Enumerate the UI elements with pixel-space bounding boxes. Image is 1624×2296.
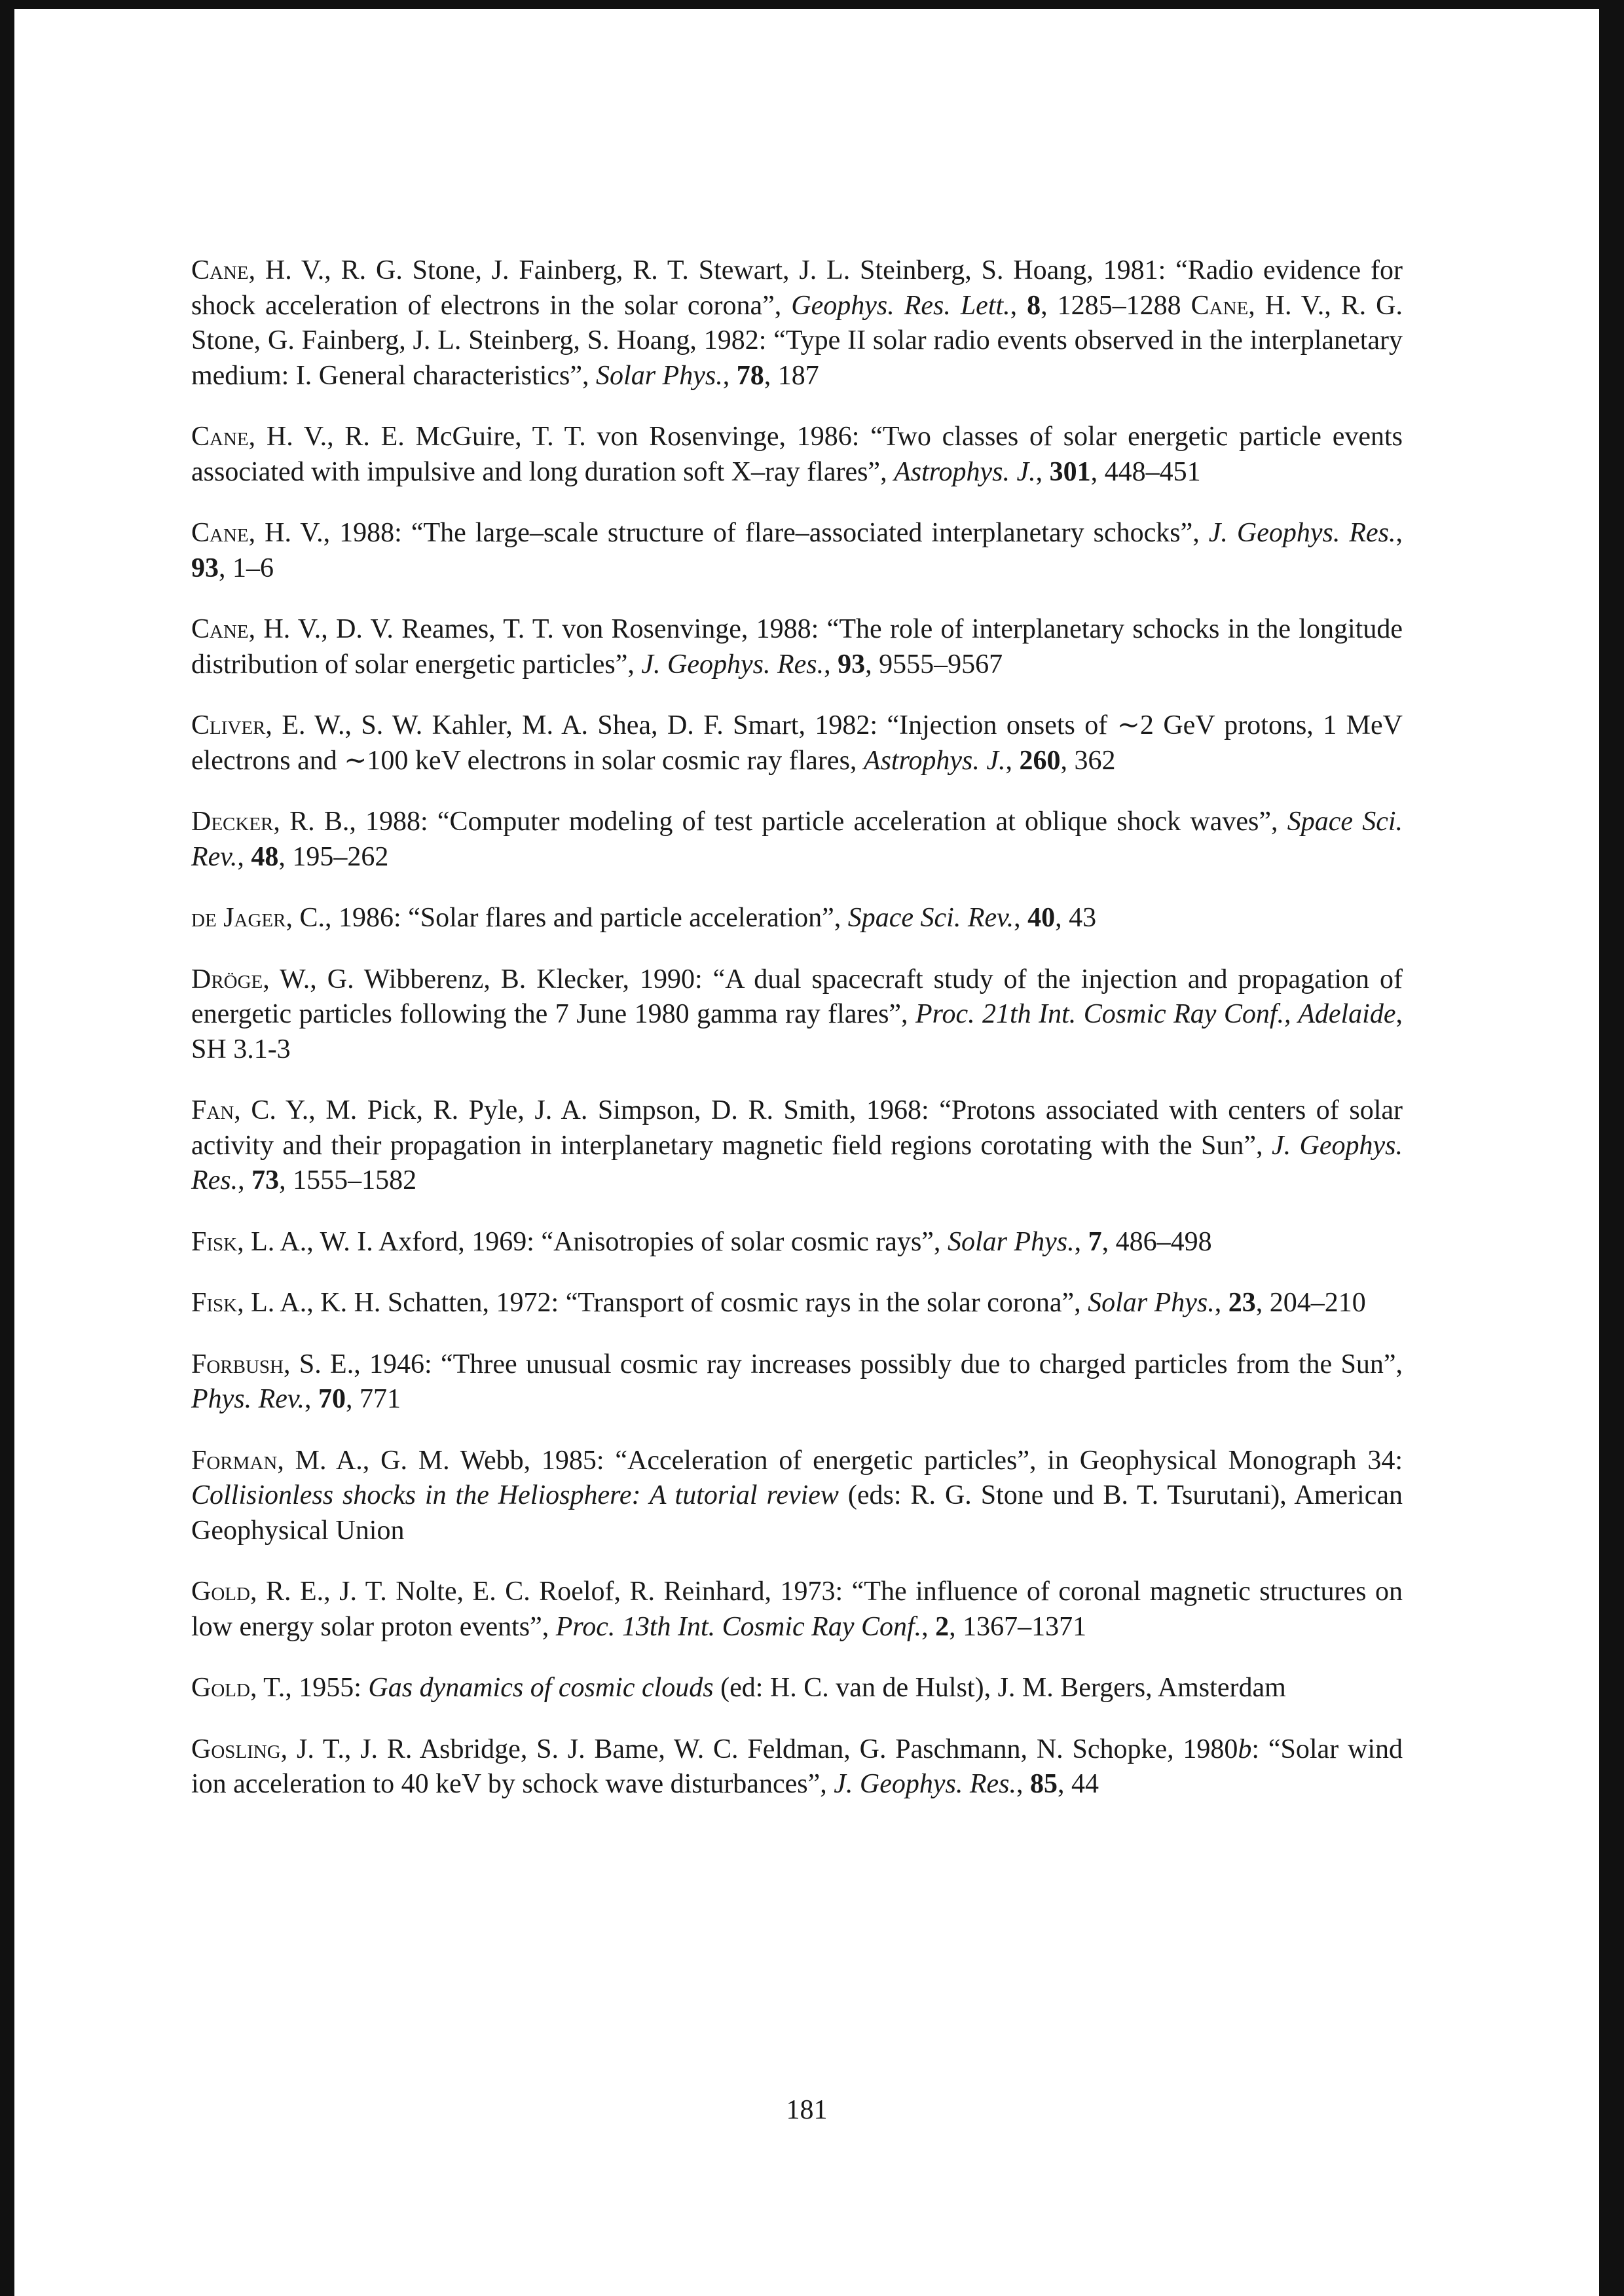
reference-separator: , [722,360,737,391]
reference-author: Dröge [191,964,263,994]
reference-author: Cane [191,255,249,285]
reference-suffix: b [1238,1734,1252,1764]
reference-separator: , [921,1611,936,1642]
reference-text: , R. B., 1988: “Computer modeling of test particle acceleration at oblique shock waves”, [273,807,1287,837]
reference-entry [191,805,1403,875]
reference-text: , M. A., G. M. Webb, 1985: “Acceleration of energetic particles”, in Geophysical Monograph 34: [277,1445,1403,1476]
reference-separator: , [1035,456,1050,487]
reference-journal: Solar Phys. [947,1226,1075,1257]
reference-list [191,253,1403,1829]
reference-author: Fisk [191,1288,238,1318]
reference-volume: 78 [736,360,764,391]
reference-text: , H. V., R. G. Stone, J. Fainberg, R. T. Stewart, J. L. Steinberg, S. Hoang, 1981: “Radio evidence for shock acceleration of electrons in the solar corona”, [191,255,1403,321]
reference-pages: , 204–210 [1255,1288,1366,1318]
reference-volume: 23 [1228,1288,1256,1318]
reference-separator: , [1016,1769,1030,1799]
reference-journal: J. Geophys. Res. [191,1130,1403,1195]
reference-text: , L. A., W. I. Axford, 1969: “Anisotropies of solar cosmic rays”, [237,1226,948,1257]
reference-text: , H. V., 1988: “The large–scale structure of flare–associated interplanetary schocks”, [248,518,1209,548]
reference-entry [191,516,1403,586]
reference-volume: 7 [1088,1226,1102,1257]
reference-entry [191,1093,1403,1199]
reference-author: Cliver [191,710,266,740]
reference-entry [191,612,1403,682]
reference-journal: Phys. Rev. [191,1384,304,1414]
reference-separator: , [237,841,251,872]
reference-volume: 48 [251,841,279,872]
reference-pages: , 1367–1371 [949,1611,1087,1642]
reference-journal: Space Sci. Rev. [847,903,1014,933]
reference-volume: 93 [838,649,866,680]
reference-separator: , [1074,1226,1088,1257]
reference-text: , R. E., J. T. Nolte, E. C. Roelof, R. Reinhard, 1973: “The influence of coronal magnetic structures on low energy solar proton events”, [191,1576,1403,1642]
reference-volume: 70 [318,1384,346,1414]
reference-journal: J. Geophys. Res. [641,649,824,680]
reference-author: de Jager [191,903,286,933]
reference-text: , H. V., D. V. Reames, T. T. von Rosenvinge, 1988: “The role of interplanetary schocks in the longitude distribution of solar energetic particles”, [191,614,1403,680]
reference-separator: , [1005,745,1020,776]
reference-pages: (ed: H. C. van de Hulst), J. M. Bergers, Amsterdam [713,1673,1286,1703]
reference-entry [191,1444,1403,1549]
reference-author: Gosling [191,1734,281,1764]
reference-volume: 40 [1027,903,1056,933]
reference-entry [191,1575,1403,1645]
reference-pages: , 1555–1582 [279,1165,417,1195]
reference-journal: Astrophys. J. [894,456,1036,487]
reference-pages: , 771 [345,1384,401,1414]
reference-separator: , [1395,518,1403,548]
reference-separator: , [1010,290,1027,321]
reference-entry [191,708,1403,778]
reference-pages: , 195–262 [278,841,389,872]
reference-pages: , 486–498 [1101,1226,1212,1257]
reference-text: , C. Y., M. Pick, R. Pyle, J. A. Simpson, D. R. Smith, 1968: “Protons associated with centers of solar activity and their propagation in interplanetary magnetic field regions corotating with the Sun”, [191,1095,1403,1161]
reference-author: Fan [191,1095,234,1125]
reference-pages: , 43 [1055,903,1097,933]
reference-journal: Collisionless shocks in the Heliosphere: A tutorial review [191,1480,839,1510]
reference-pages: , 448–451 [1090,456,1201,487]
reference-text: , C., 1986: “Solar flares and particle acceleration”, [286,903,848,933]
reference-journal: Proc. 13th Int. Cosmic Ray Conf. [555,1611,922,1642]
reference-separator: , [824,649,838,680]
reference-journal: J. Geophys. Res. [1208,518,1396,548]
reference-volume: 93 [191,553,219,583]
reference-author: Cane [1190,290,1249,321]
reference-entry [191,253,1403,393]
reference-entry [191,1671,1403,1706]
reference-entry [191,1347,1403,1417]
reference-author: Gold [191,1576,250,1607]
reference-entry [191,1225,1403,1260]
reference-pages: , SH 3.1-3 [191,999,1403,1065]
reference-volume: 301 [1049,456,1091,487]
reference-journal: Space Sci. Rev. [191,807,1403,872]
reference-journal: Proc. 21th Int. Cosmic Ray Conf., Adelaide [915,999,1396,1029]
reference-text: , J. T., J. R. Asbridge, S. J. Bame, W. C. Feldman, G. Paschmann, N. Schopke, 1980 [280,1734,1238,1764]
reference-text: , E. W., S. W. Kahler, M. A. Shea, D. F. Smart, 1982: “Injection onsets of ∼2 GeV protons, 1 MeV electrons and ∼100 keV electrons in solar cosmic ray flares, [191,710,1403,776]
reference-author: Fisk [191,1226,238,1257]
reference-separator: , [238,1165,252,1195]
reference-separator: , [304,1384,318,1414]
reference-pages: , 362 [1060,745,1116,776]
reference-pages: , 9555–9567 [865,649,1003,680]
reference-volume: 73 [251,1165,280,1195]
reference-pages: (eds: R. G. Stone und B. T. Tsurutani), American Geophysical Union [191,1480,1403,1546]
reference-journal: Solar Phys. [596,360,723,391]
reference-journal: J. Geophys. Res. [834,1769,1016,1799]
reference-author: Cane [191,518,249,548]
reference-author: Cane [191,614,249,644]
reference-volume: 2 [935,1611,950,1642]
reference-text: , L. A., K. H. Schatten, 1972: “Transport of cosmic rays in the solar corona”, [237,1288,1088,1318]
reference-journal: Solar Phys. [1088,1288,1215,1318]
reference-volume: 8 [1027,290,1041,321]
reference-text: , T., 1955: [249,1673,369,1703]
reference-author: Cane [191,422,249,452]
reference-author: Decker [191,807,274,837]
reference-text: , H. V., R. E. McGuire, T. T. von Rosenvinge, 1986: “Two classes of solar energetic particle events associated with impulsive and long duration soft X–ray flares”, [191,422,1403,487]
page-sheet [14,9,1599,2296]
reference-entry [191,962,1403,1068]
reference-author: Forbush [191,1349,284,1379]
reference-separator: , [1014,903,1028,933]
reference-pages: , 1–6 [219,553,274,583]
page-number: 181 [786,2095,828,2125]
reference-journal: Geophys. Res. Lett. [791,290,1010,321]
reference-entry [191,1286,1403,1321]
reference-entry [191,420,1403,490]
reference-author: Gold [191,1673,250,1703]
reference-entry [191,901,1403,936]
reference-separator: , [1214,1288,1228,1318]
reference-text: , H. V., R. G. Stone, G. Fainberg, J. L. Steinberg, S. Hoang, 1982: “Type II solar radio events observed in the interplanetary medium: I. General characteristics”, [191,290,1403,391]
reference-text: , S. E., 1946: “Three unusual cosmic ray increases possibly due to charged particles from the Sun”, [284,1349,1403,1379]
reference-text: : “Solar wind ion acceleration to 40 keV by schock wave disturbances”, [191,1734,1403,1799]
reference-journal: Astrophys. J. [863,745,1006,776]
reference-pages: , 1285–1288 [1041,290,1191,321]
reference-pages: , 187 [764,360,819,391]
reference-text: , W., G. Wibberenz, B. Klecker, 1990: “A dual spacecraft study of the injection and propagation of energetic particles following the 7 June 1980 gamma ray flares”, [191,964,1403,1029]
reference-journal: Gas dynamics of cosmic clouds [368,1673,714,1703]
reference-pages: , 44 [1057,1769,1099,1799]
reference-author: Forman [191,1445,278,1476]
reference-volume: 260 [1019,745,1061,776]
reference-volume: 85 [1029,1769,1058,1799]
reference-entry [191,1732,1403,1802]
